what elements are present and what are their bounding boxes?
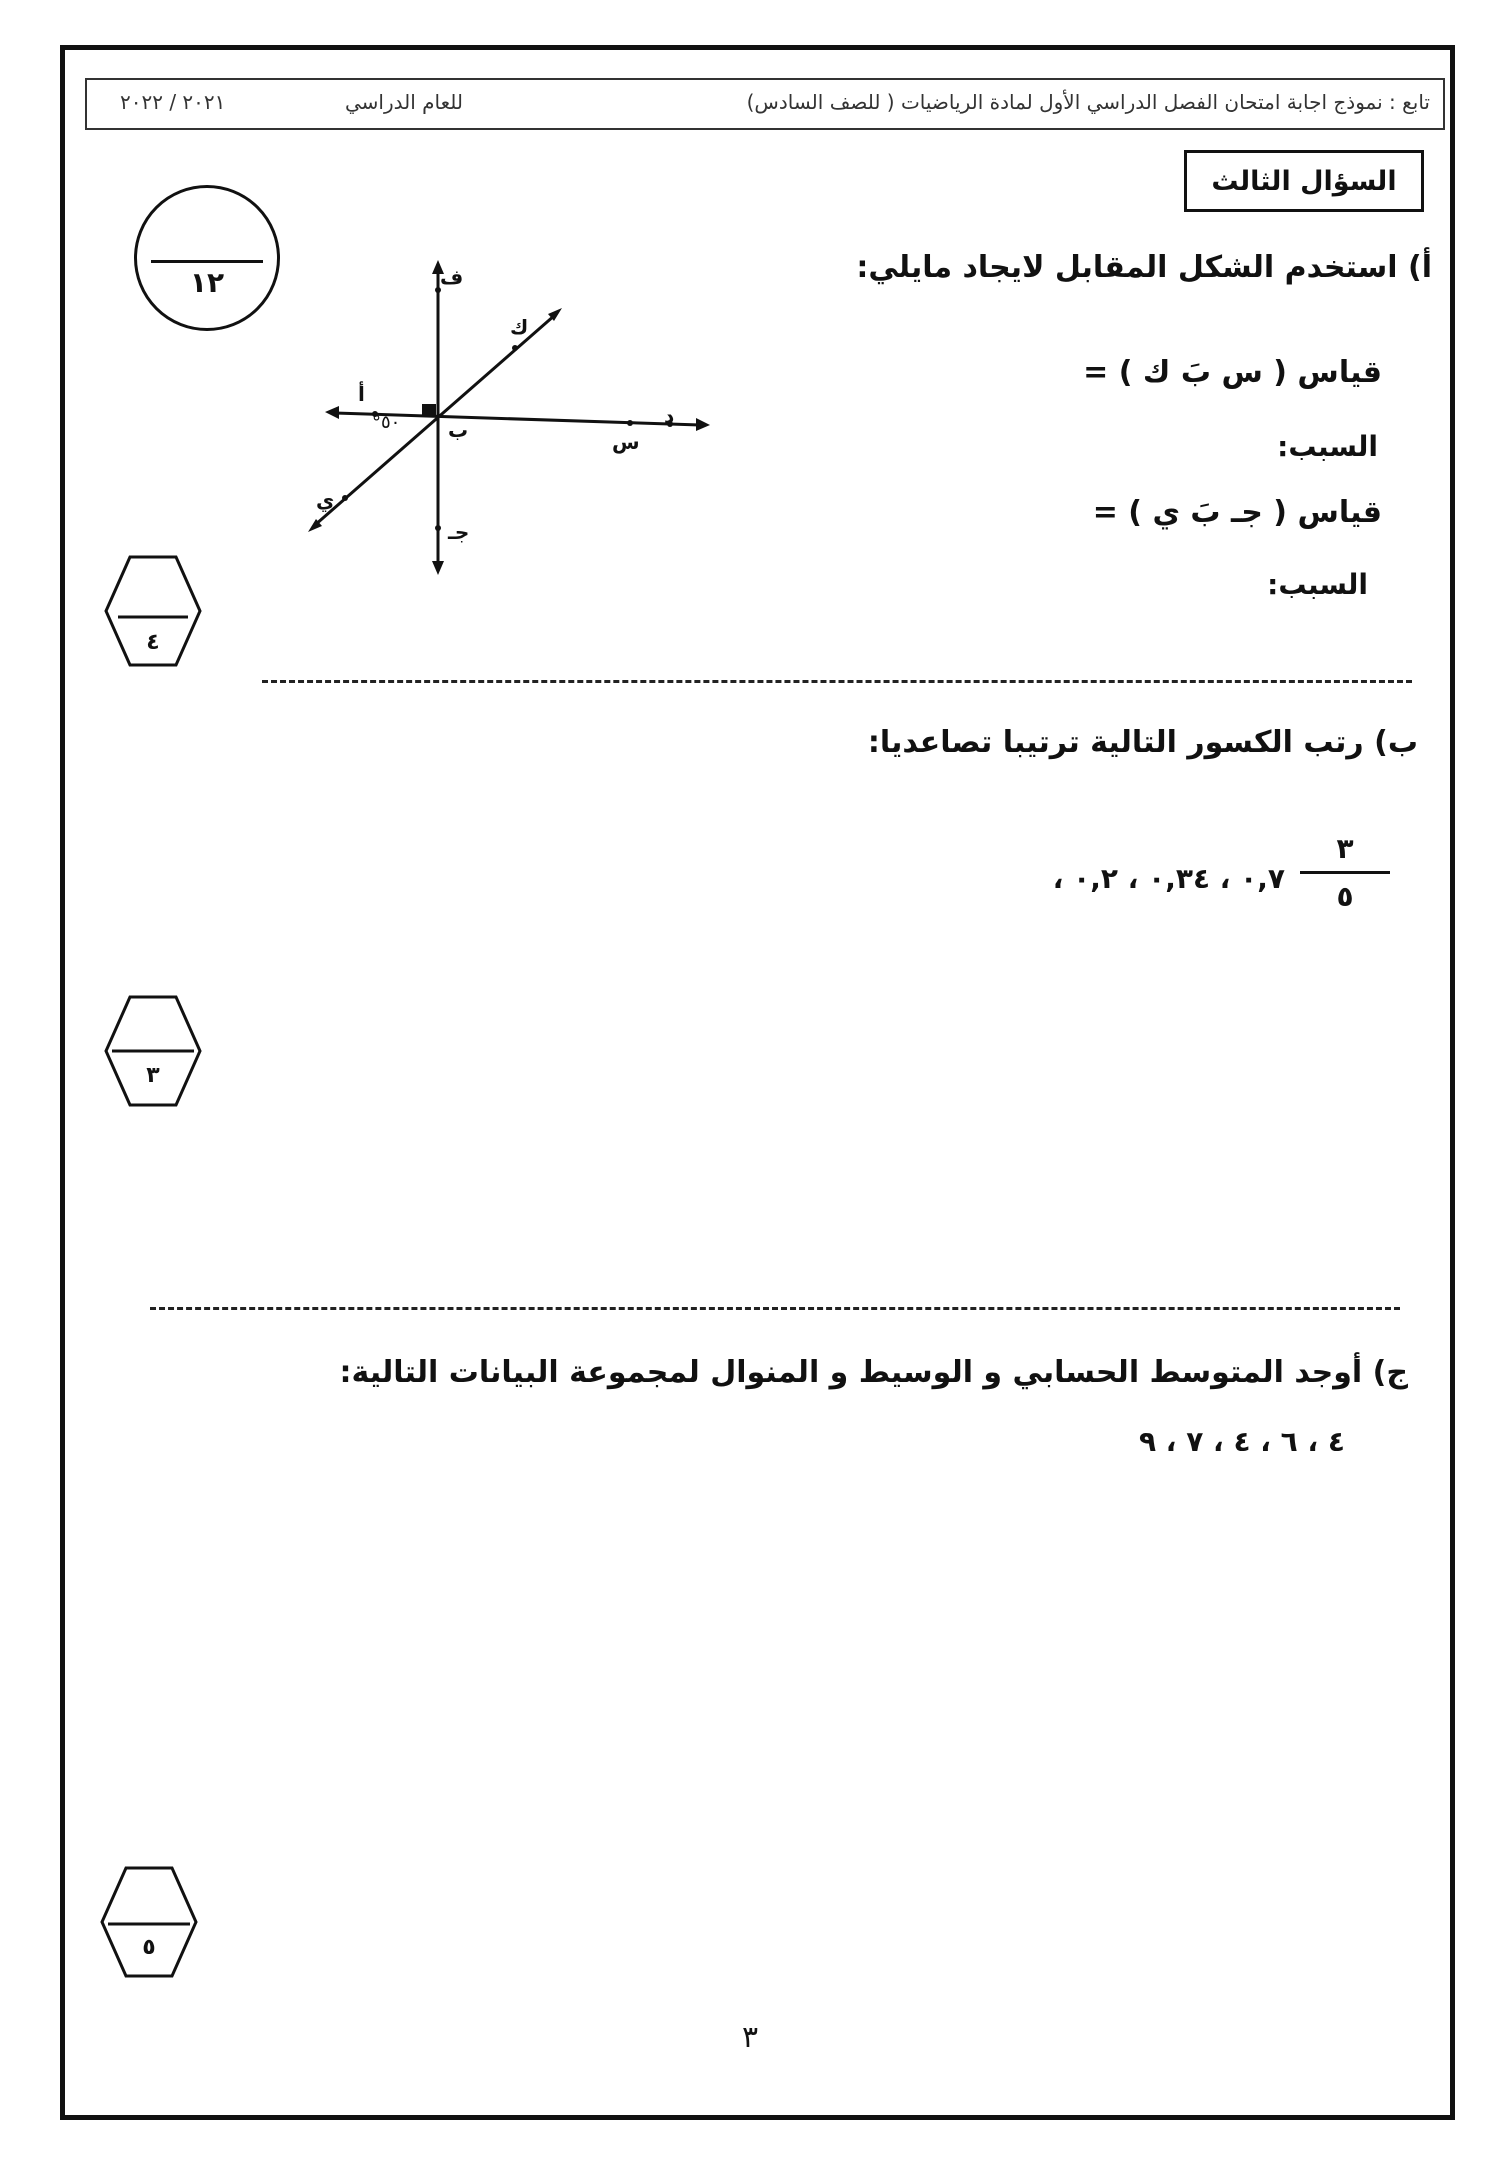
part-b-score: ٣ [146,1063,160,1088]
part-b-prompt: ب) رتب الكسور التالية ترتيبا تصاعديا: [867,725,1418,760]
part-b-score-hexagon [104,995,202,1107]
part-a-prompt: أ) استخدم الشكل المقابل لايجاد مايلي: [856,250,1432,285]
part-a-line1: قياس ( س بَ ك ) = [1083,355,1382,390]
label-y: ي [316,488,335,512]
label-a: أ [358,382,365,406]
part-a-score: ٤ [146,630,160,655]
part-b-fraction [1300,832,1390,913]
part-c-data: ٤ ، ٦ ، ٤ ، ٧ ، ٩ [1138,1425,1345,1458]
header-title: تابع : نموذج اجابة امتحان الفصل الدراسي الأول لمادة الرياضيات ( للصف السادس) [746,90,1430,114]
part-a-reason2: السبب: [1267,568,1368,601]
label-k: ك [510,315,529,339]
part-c-score-hexagon [100,1866,198,1978]
label-s: س [612,430,640,454]
part-b-values: ٠,٧ ، ٠,٣٤ ، ٠,٢ ، [1052,862,1285,895]
header-year: ٢٠٢١ / ٢٠٢٢ [120,90,226,114]
fraction-denominator: ٥ [1336,880,1354,913]
fraction-bar [1300,871,1390,874]
label-j: جـ [448,520,470,544]
label-angle: ٥٠° [372,412,401,433]
part-a-line2: قياس ( جـ بَ ي ) = [1092,495,1382,530]
page-number: ٣ [741,2020,759,2055]
part-c-prompt: ج) أوجد المتوسط الحسابي و الوسيط و المنوال لمجموعة البيانات التالية: [339,1355,1408,1390]
part-c-score: ٥ [142,1935,156,1960]
total-score-circle [134,185,280,331]
score-line [151,260,263,263]
label-f: ف [440,265,464,289]
divider-1 [262,680,1412,683]
fraction-numerator: ٣ [1336,832,1354,865]
question-title: السؤال الثالث [1184,150,1424,212]
divider-2 [150,1307,1400,1310]
part-a-reason1: السبب: [1277,430,1378,463]
total-score-value: ١٢ [189,266,225,299]
label-b: ب [448,418,469,442]
header-year-label: للعام الدراسي [345,90,463,114]
label-d: د [664,404,675,428]
